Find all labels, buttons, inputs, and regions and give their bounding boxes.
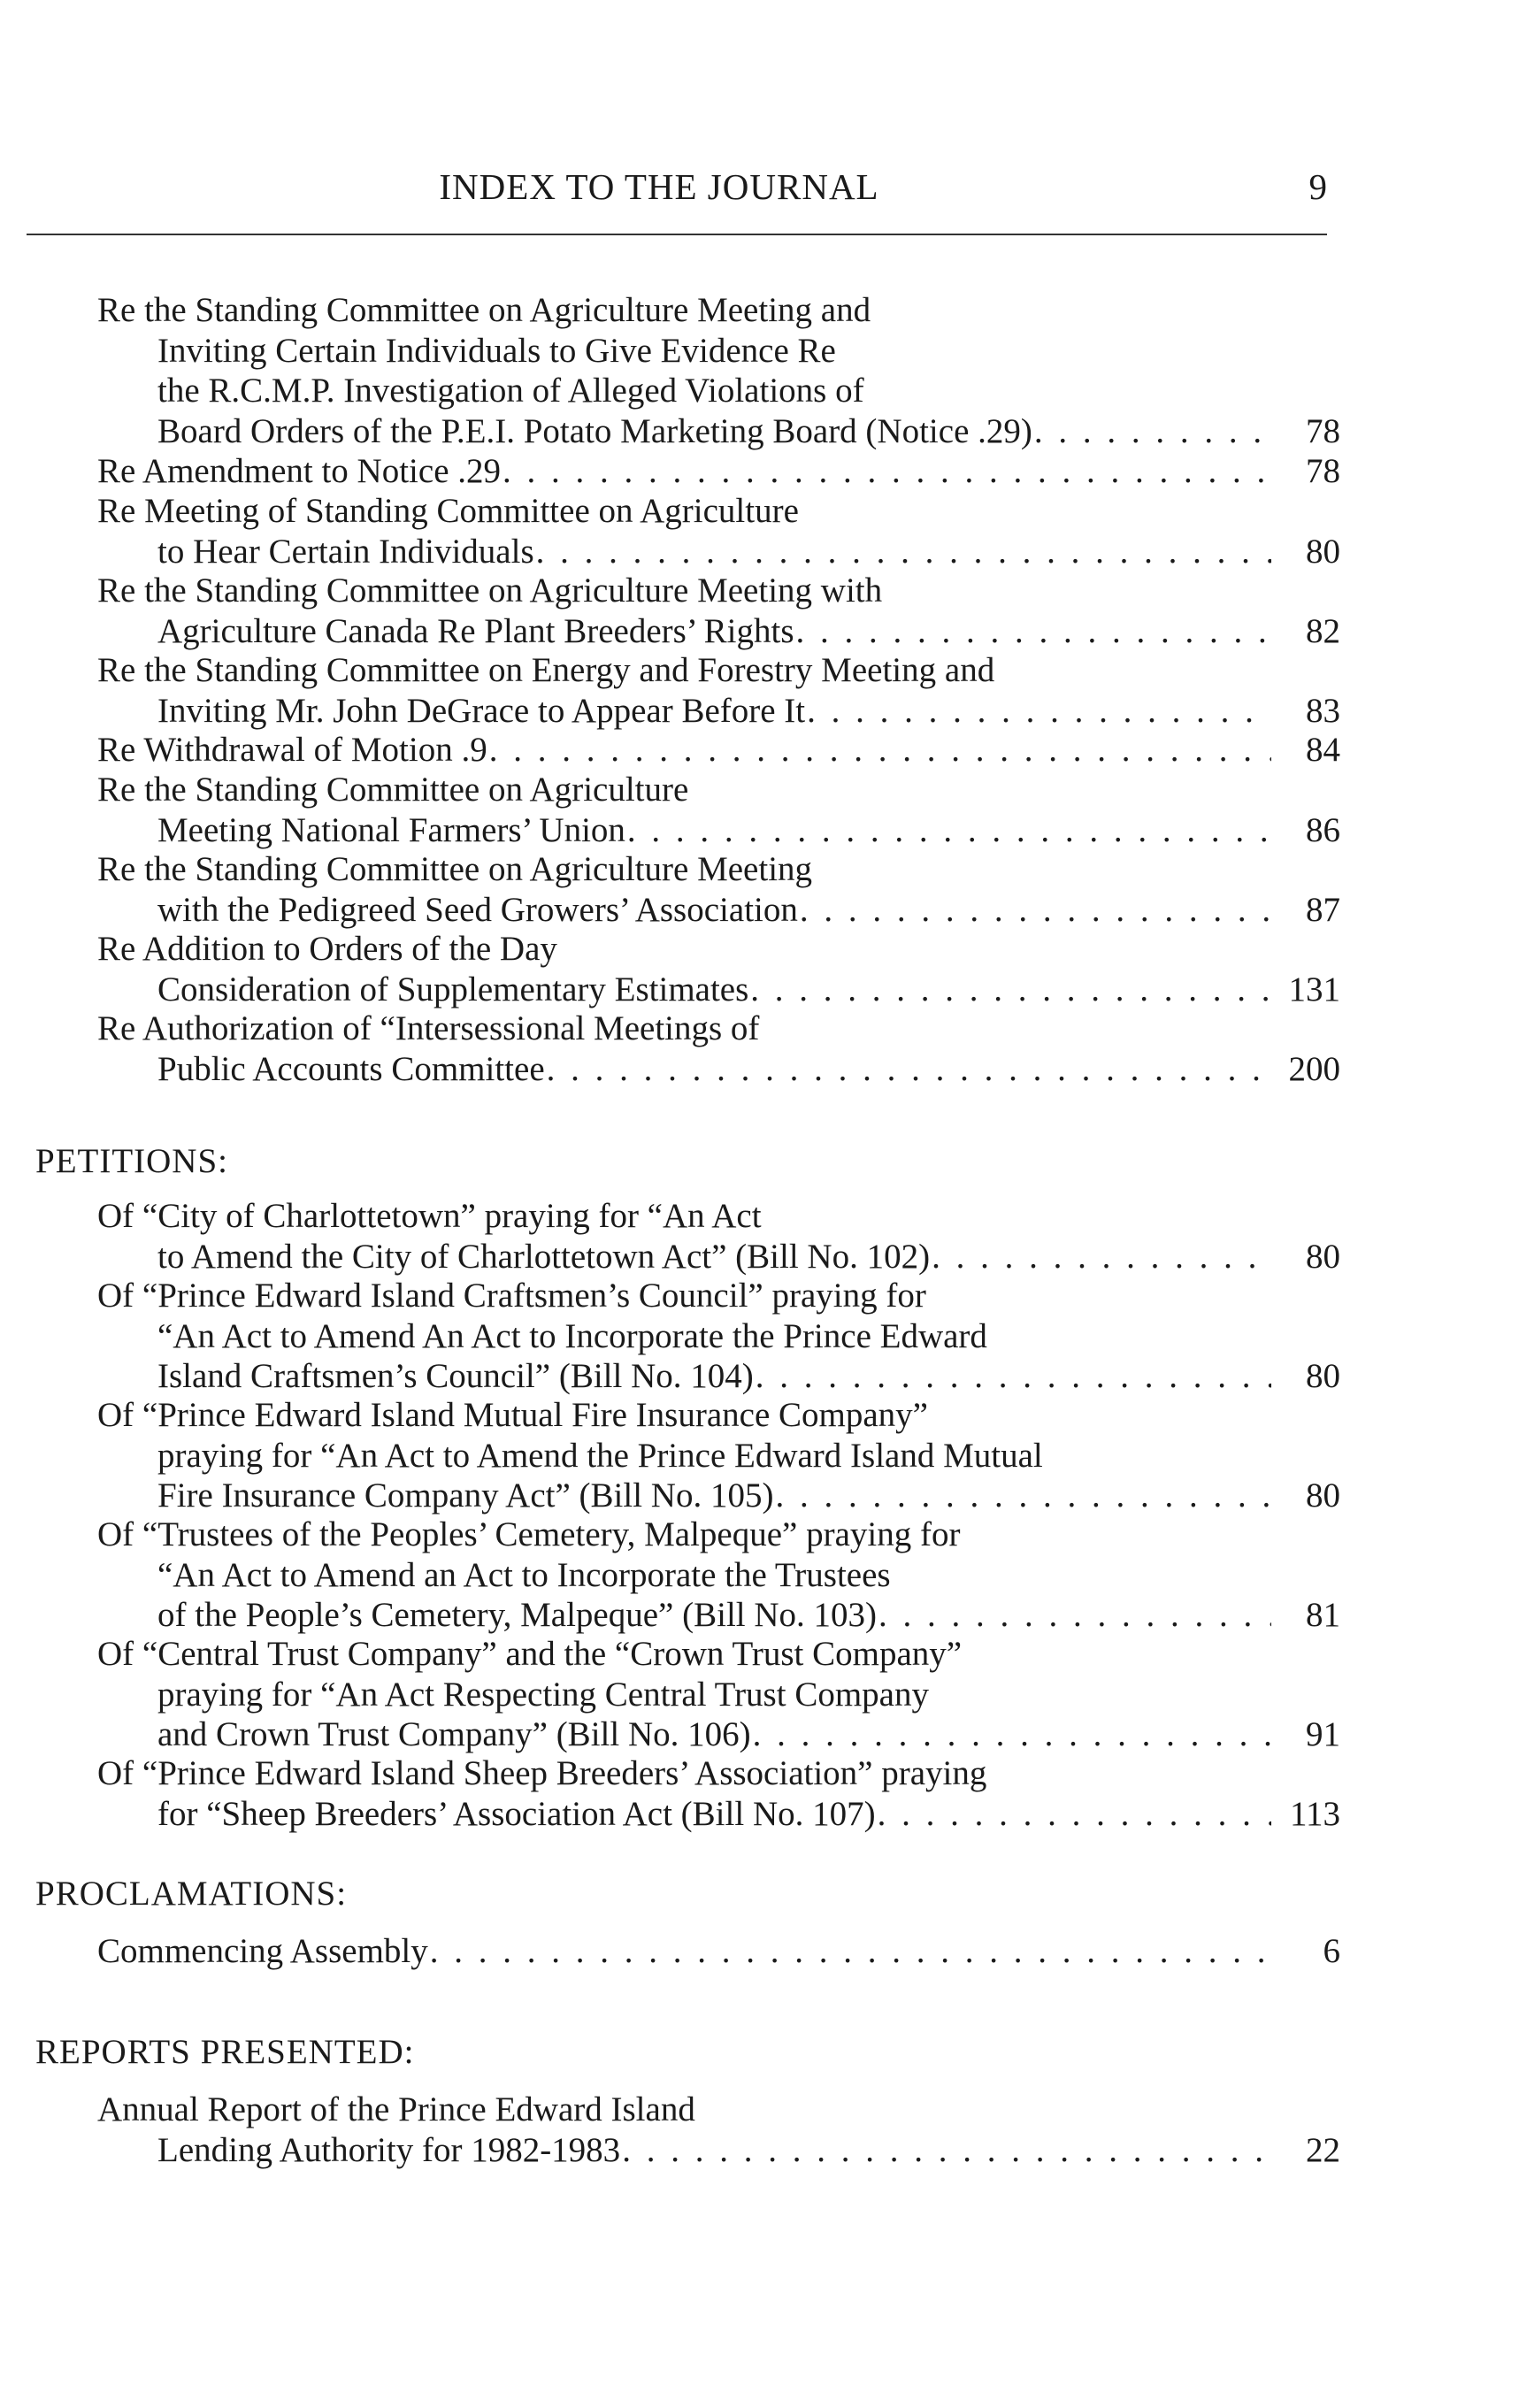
dot-leader [878,1794,1271,1835]
entry-line: Inviting Certain Individuals to Give Evidence Re [157,331,836,370]
entry-final-line [97,1714,1340,1755]
entry-line: praying for “An Act Respecting Central Trust Company [157,1675,929,1714]
entry-line: Re the Standing Committee on Agriculture Meeting [97,850,813,888]
dot-leader [1034,411,1271,452]
entry-page-number: 22 [1306,2130,1340,2169]
entry-text: Fire Insurance Company Act” (Bill No. 105) [157,1476,774,1515]
entry-text: to Hear Certain Individuals [157,532,534,571]
entry-page-number: 83 [1306,691,1340,730]
section-heading-proclamations: PROCLAMATIONS: [35,1875,348,1913]
dot-leader [547,1049,1271,1090]
entry-final-line [97,730,1340,771]
entry-text: Agriculture Canada Re Plant Breeders’ Rights [157,611,794,650]
dot-leader [807,691,1271,732]
index-entry [97,730,1340,771]
entry-page-number: 91 [1306,1715,1340,1753]
entry-final-line [97,691,1340,732]
entry-final-line [97,2130,1340,2171]
entry-line: Re the Standing Committee on Agriculture [97,771,689,809]
entry-text: Lending Authority for 1982-1983 [157,2130,621,2169]
entry-page-number: 80 [1306,532,1340,571]
running-title: INDEX TO THE JOURNAL [439,166,879,207]
entry-line: Of “Trustees of the Peoples’ Cemetery, Malpeque” praying for [97,1515,961,1553]
header-rule [27,234,1327,235]
entry-line: Of “Prince Edward Island Mutual Fire Insurance Company” [97,1396,928,1434]
section-heading-petitions: PETITIONS: [35,1142,228,1180]
entry-page-number: 82 [1306,611,1340,650]
dot-leader [502,451,1271,492]
entry-final-line [97,451,1340,492]
dot-leader [756,1356,1271,1397]
page-header [27,165,1327,209]
entry-final-line [97,1794,1340,1835]
entry-final-line [97,810,1340,851]
dot-leader [750,970,1271,1010]
entry-line: Annual Report of the Prince Edward Island [97,2090,695,2128]
entry-text: Board Orders of the P.E.I. Potato Marketing Board (Notice .29) [157,411,1032,450]
entry-final-line [97,411,1340,452]
page-number: 9 [1308,166,1327,207]
index-entry [97,770,1340,850]
entry-text: for “Sheep Breeders’ Association Act (Bill No. 107) [157,1794,876,1833]
entry-text: and Crown Trust Company” (Bill No. 106) [157,1715,751,1753]
dot-leader [489,730,1271,771]
entry-text: Meeting National Farmers’ Union [157,810,625,849]
index-entry [97,1753,1340,1834]
entry-final-line [97,1049,1340,1090]
index-entry [97,1634,1340,1755]
entry-final-line [97,1237,1340,1277]
index-entry [97,1515,1340,1636]
index-entry [97,650,1340,731]
entry-line: Of “City of Charlottetown” praying for “An Act [97,1197,762,1235]
entry-page-number: 200 [1288,1049,1340,1088]
index-entry [97,491,1340,571]
dot-leader [627,810,1271,851]
entry-line: Of “Central Trust Company” and the “Crown Trust Company” [97,1635,963,1673]
index-entry [97,849,1340,930]
index-entry [97,451,1340,492]
entry-page-number: 113 [1289,1794,1340,1833]
entry-line: Of “Prince Edward Island Sheep Breeders’ Association” praying [97,1754,987,1792]
dot-leader [800,890,1271,931]
entry-line: Of “Prince Edward Island Craftsmen’s Council” praying for [97,1277,926,1315]
entry-final-line [97,1356,1340,1397]
entry-final-line [97,890,1340,931]
dot-leader [753,1714,1271,1755]
entry-final-line [97,1476,1340,1516]
entry-line: “An Act to Amend an Act to Incorporate the Trustees [157,1555,891,1594]
entry-page-number: 84 [1306,731,1340,769]
entry-page-number: 86 [1306,810,1340,849]
entry-final-line [97,611,1340,652]
entry-page-number: 87 [1306,890,1340,929]
dot-leader [878,1595,1271,1636]
entry-page-number: 80 [1306,1237,1340,1276]
entry-page-number: 78 [1306,452,1340,490]
entry-page-number: 6 [1323,1932,1340,1970]
entry-page-number: 131 [1288,970,1340,1008]
index-entry [97,1196,1340,1277]
entry-text: Public Accounts Committee [157,1049,545,1088]
index-entry [97,571,1340,651]
index-entry [97,1931,1340,1972]
entry-text: Re Amendment to Notice .29 [97,452,502,490]
entry-text: to Amend the City of Charlottetown Act” (Bill No. 102) [157,1237,931,1276]
index-entry [97,1395,1340,1516]
entry-text: Inviting Mr. John DeGrace to Appear Before It [157,691,806,730]
entry-line: Re the Standing Committee on Agriculture Meeting with [97,571,883,610]
entry-text: Commencing Assembly [97,1932,428,1970]
entry-line: Re Authorization of “Intersessional Meetings of [97,1009,760,1047]
dot-leader [775,1476,1271,1516]
section-heading-reports-presented: REPORTS PRESENTED: [35,2033,415,2071]
dot-leader [932,1237,1271,1277]
entry-final-line [97,970,1340,1010]
entry-final-line [97,1931,1340,1972]
entry-line: Re Addition to Orders of the Day [97,930,557,968]
entry-line: Re the Standing Committee on Energy and Forestry Meeting and [97,651,995,689]
index-entry [97,290,1340,451]
entry-page-number: 80 [1306,1357,1340,1395]
dot-leader [536,532,1271,572]
entry-text: with the Pedigreed Seed Growers’ Association [157,890,798,929]
entry-line: Re the Standing Committee on Agriculture Meeting and [97,291,871,329]
dot-leader [796,611,1271,652]
entry-text: Consideration of Supplementary Estimates [157,970,749,1008]
entry-line: the R.C.M.P. Investigation of Alleged Violations of [157,372,864,410]
dot-leader [430,1931,1271,1972]
index-entry [97,1008,1340,1089]
index-entry [97,929,1340,1009]
entry-text: of the People’s Cemetery, Malpeque” (Bill No. 103) [157,1596,878,1634]
index-entry [97,2090,1340,2170]
entry-page-number: 81 [1306,1596,1340,1634]
entry-line: Re Meeting of Standing Committee on Agriculture [97,492,799,530]
entry-page-number: 80 [1306,1476,1340,1515]
entry-final-line [97,532,1340,572]
entry-page-number: 78 [1306,411,1340,450]
entry-line: “An Act to Amend An Act to Incorporate the Prince Edward [157,1316,987,1355]
entry-line: praying for “An Act to Amend the Prince Edward Island Mutual [157,1436,1043,1475]
index-entry [97,1276,1340,1397]
entry-text: Re Withdrawal of Motion .9 [97,731,487,769]
entry-final-line [97,1595,1340,1636]
entry-text: Island Craftsmen’s Council” (Bill No. 104) [157,1357,754,1395]
dot-leader [622,2130,1271,2171]
